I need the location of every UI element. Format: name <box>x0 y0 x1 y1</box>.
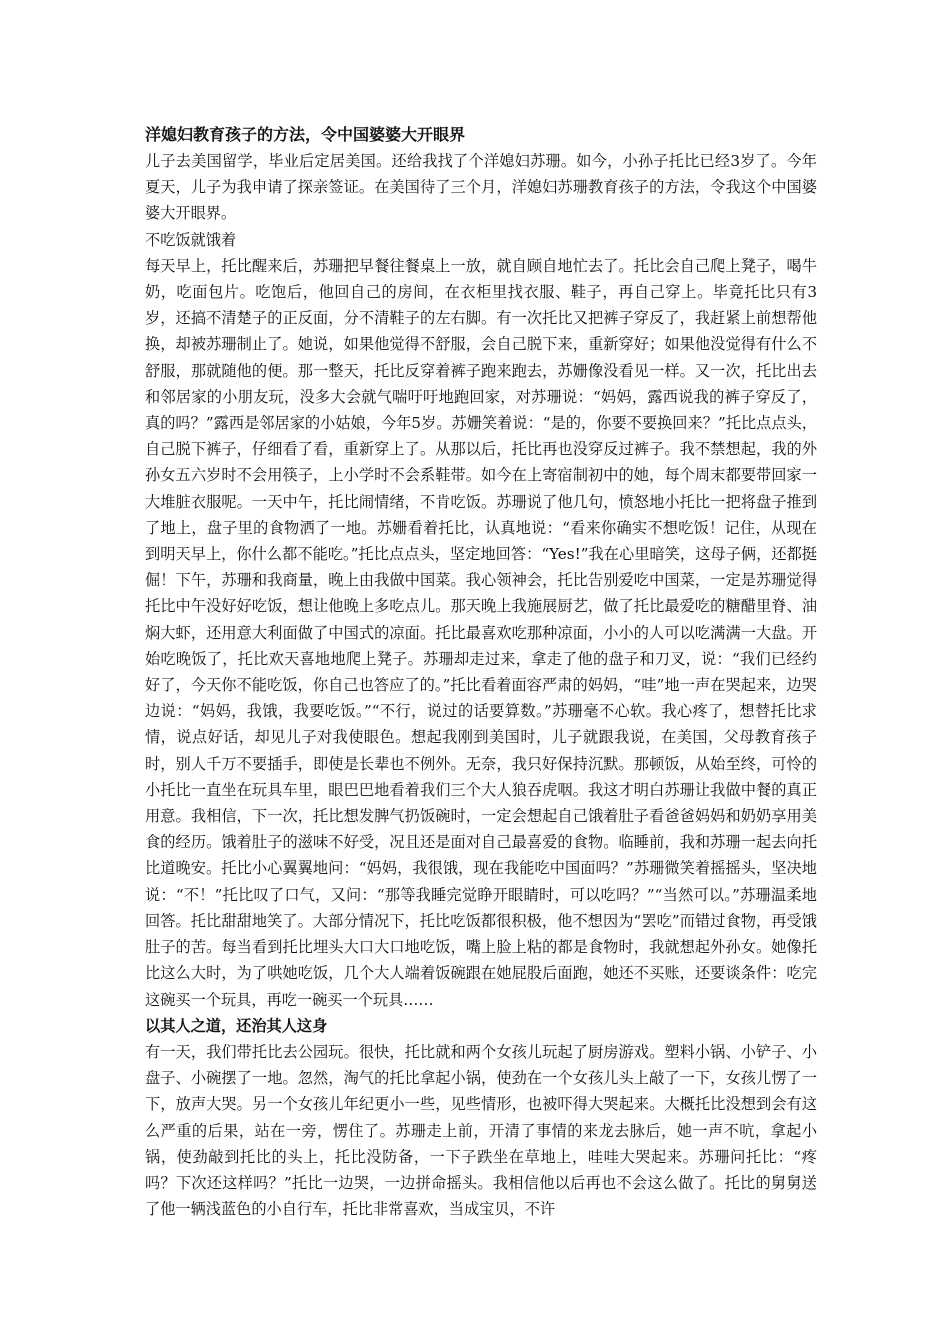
article-title: 洋媳妇教育孩子的方法，令中国婆婆大开眼界 <box>145 125 466 144</box>
section-body-2: 有一天，我们带托比去公园玩。很快，托比就和两个女孩儿玩起了厨房游戏。塑料小锅、小铲子、小盘子、小碗摆了一地。忽然，淘气的托比拿起小锅，使劲在一个女孩儿头上敲了一下，女孩儿愣了一下，放声大哭。另一个女孩儿年纪更小一些，见些情形，也被吓得大哭起来。大概托比没想到会有这么严重的后果，站在一旁，愣住了。苏珊走上前，开清了事情的来龙去脉后，她一声不吭，拿起小锅，使劲敲到托比的头上，托比没防备，一下子跌坐在草地上，哇哇大哭起来。苏珊问托比：“疼吗？下次还这样吗？”托比一边哭，一边拼命摇头。我相信他以后再也不会这么做了。托比的舅舅送了他一辆浅蓝色的小自行车，托比非常喜欢，当成宝贝，不许 <box>145 1042 817 1219</box>
section-body-1: 每天早上，托比醒来后，苏珊把早餐往餐桌上一放，就自顾自地忙去了。托比会自己爬上凳子，喝牛奶，吃面包片。吃饱后，他回自己的房间，在衣柜里找衣服、鞋子，再自己穿上。毕竟托比只有3岁，还搞不清楚子的正反面，分不清鞋子的左右脚。有一次托比又把裤子穿反了，我赶紧上前想帮他换，却被苏珊制止了。她说，如果他觉得不舒服，会自己脱下来，重新穿好；如果他没觉得有什么不舒服，那就随他的便。那一整天，托比反穿着裤子跑来跑去，苏姗像没看见一样。又一次，托比出去和邻居家的小朋友玩，没多大会就气喘吁吁地跑回家，对苏珊说：“妈妈，露西说我的裤子穿反了，真的吗？”露西是邻居家的小姑娘，今年5岁。苏姗笑着说：“是的，你要不要换回来？”托比点点头，自己脱下裤子，仔细看了看，重新穿上了。从那以后，托比再也没穿反过裤子。我不禁想起，我的外孙女五六岁时不会用筷子，上小学时不会系鞋带。如今在上寄宿制初中的她，每个周末都要带回家一大堆脏衣服呢。一天中午，托比闹情绪，不肯吃饭。苏珊说了他几句，愤怒地小托比一把将盘子推到了地上，盘子里的食物洒了一地。苏姗看着托比，认真地说：“看来你确实不想吃饭！记住，从现在到明天早上，你什么都不能吃。”托比点点头，坚定地回答：“Yes!”我在心里暗笑，这母子俩，还都挺倔！下午，苏珊和我商量，晚上由我做中国菜。我心领神会，托比告别爱吃中国菜，一定是苏珊觉得托比中午没好好吃饭，想让他晚上多吃点儿。那天晚上我施展厨艺，做了托比最爱吃的糖醋里脊、油焖大虾，还用意大利面做了中国式的凉面。托比最喜欢吃那种凉面，小小的人可以吃满满一大盘。开始吃晚饭了，托比欢天喜地地爬上凳子。苏珊却走过来，拿走了他的盘子和刀叉，说：“我们已经约好了，今天你不能吃饭，你自己也答应了的。”托比看着面容严肃的妈妈，“哇”地一声在哭起来，边哭边说：“妈妈，我饿，我要吃饭。”“不行，说过的话要算数。”苏珊毫不心软。我心疼了，想替托比求情，说点好话，却见儿子对我使眼色。想起我刚到美国时，儿子就跟我说，在美国，父母教育孩子时，别人千万不要插手，即使是长辈也不例外。无奈，我只好保持沉默。那顿饭，从始至终，可怜的小托比一直坐在玩具车里，眼巴巴地看着我们三个大人狼吞虎咽。我这才明白苏珊让我做中餐的真正用意。我相信，下一次，托比想发脾气扔饭碗时，一定会想起自己饿着肚子看爸爸妈妈和奶奶享用美食的经历。饿着肚子的滋味不好受，况且还是面对自己最喜爱的食物。临睡前，我和苏珊一起去向托比道晚安。托比小心翼翼地问：“妈妈，我很饿，现在我能吃中国面吗？”苏珊微笑着摇摇头，坚决地说：“不！”托比叹了口气，又问：“那等我睡完觉睁开眼睛时，可以吃吗？”“当然可以。”苏珊温柔地回答。托比甜甜地笑了。大部分情况下，托比吃饭都很积极，他不想因为“罢吃”而错过食物，再受饿肚子的苦。每当看到托比埋头大口大口地吃饭，嘴上脸上粘的都是食物时，我就想起外孙女。她像托比这么大时，为了哄她吃饭，几个大人端着饭碗跟在她屁股后面跑，她还不买账，还要谈条件：吃完这碗买一个玩具，再吃一碗买一个玩具…… <box>145 256 817 1009</box>
document-page <box>145 122 817 1222</box>
section-heading-1: 不吃饭就饿着 <box>145 230 237 249</box>
section-heading-2: 以其人之道，还治其人这身 <box>145 1016 328 1035</box>
intro-paragraph: 儿子去美国留学，毕业后定居美国。还给我找了个洋媳妇苏珊。如今，小孙子托比已经3岁了。今年夏天，儿子为我申请了探亲签证。在美国待了三个月，洋媳妇苏珊教育孩子的方法，令我这个中国婆婆大开眼界。 <box>145 152 817 223</box>
